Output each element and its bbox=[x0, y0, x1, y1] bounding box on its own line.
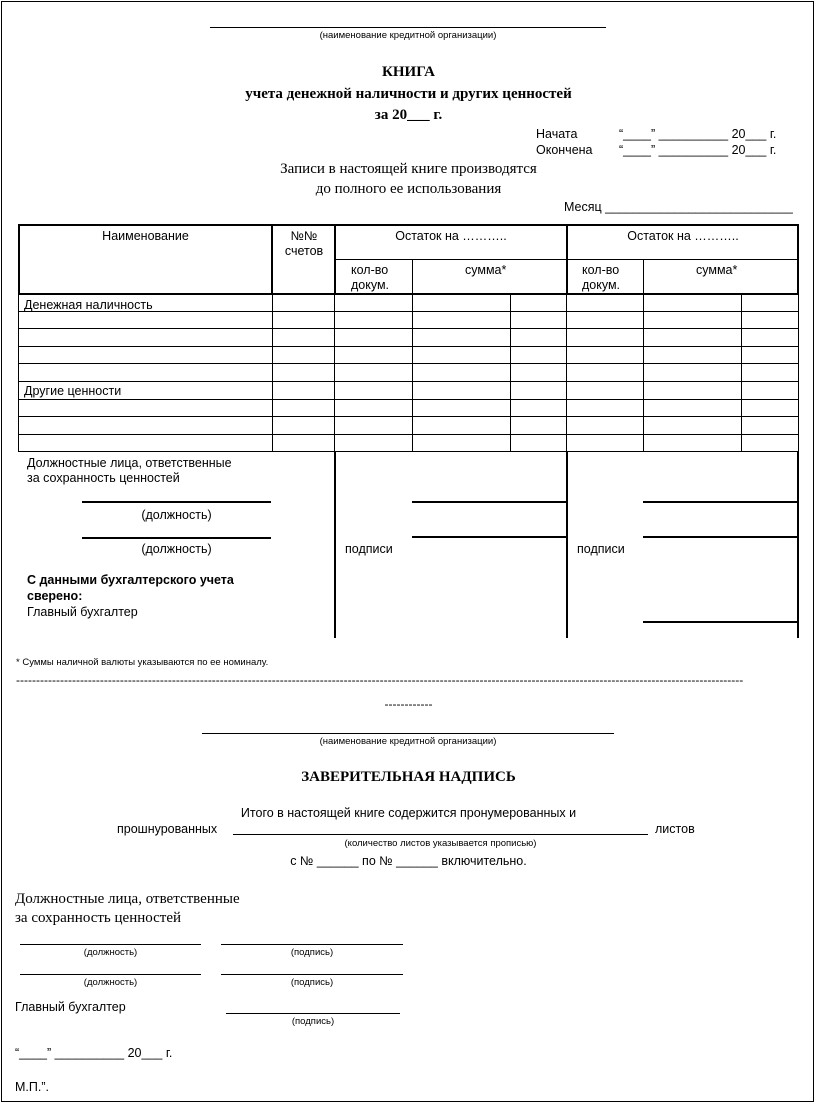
signatures-label-1: подписи bbox=[345, 542, 393, 556]
table-row bbox=[18, 399, 798, 400]
table-row bbox=[18, 416, 798, 417]
body-col-accounts bbox=[272, 293, 273, 452]
cut-line: -------------------------------------------------------------------------------------------------------------------------------------------------------------------------------------- bbox=[16, 673, 744, 687]
table-left-border-body bbox=[18, 293, 19, 452]
cert-chief-accountant: Главный бухгалтер bbox=[15, 1000, 126, 1014]
cert-position-caption-2: (должность) bbox=[83, 977, 138, 988]
body-col-sum2 bbox=[643, 293, 644, 452]
chief-accountant-label: Главный бухгалтер bbox=[27, 605, 138, 619]
col-sep-sum1 bbox=[412, 259, 413, 294]
note-line1: Записи в настоящей книге производятся bbox=[280, 161, 537, 177]
cert-date: “____” __________ 20___ г. bbox=[15, 1046, 173, 1060]
cert-position-line-2 bbox=[20, 974, 201, 975]
cert-signature-line-2 bbox=[221, 974, 403, 975]
org-name-caption: (наименование кредитной организации) bbox=[319, 30, 497, 41]
started-value: “____” __________ 20___ г. bbox=[619, 127, 777, 141]
laced-label: прошнурованных bbox=[117, 822, 218, 836]
cert-title: ЗАВЕРИТЕЛЬНАЯ НАДПИСЬ bbox=[301, 769, 516, 785]
table-row bbox=[18, 346, 798, 347]
position-line-1 bbox=[82, 501, 271, 503]
sig2-line-1 bbox=[643, 501, 798, 503]
note-line2: до полного ее использования bbox=[315, 181, 502, 197]
header-accounts: №№ счетов bbox=[284, 229, 324, 258]
table-row bbox=[18, 434, 798, 435]
org-name-caption-2: (наименование кредитной организации) bbox=[319, 736, 497, 747]
table-top-border bbox=[18, 224, 798, 226]
row-cash-label: Денежная наличность bbox=[24, 298, 153, 312]
table-row bbox=[18, 363, 798, 364]
book-title: КНИГА bbox=[382, 64, 435, 80]
sheets-count-line bbox=[233, 834, 648, 835]
month-field: Месяц ___________________________ bbox=[564, 200, 793, 214]
checked-line1: С данными бухгалтерского учета bbox=[27, 573, 234, 587]
body-col-sum1b bbox=[510, 293, 511, 452]
cert-signature-caption-1: (подпись) bbox=[290, 947, 334, 958]
sig-sep-3 bbox=[797, 451, 799, 638]
table-row bbox=[18, 381, 798, 382]
footnote: * Суммы наличной валюты указываются по ее номиналу. bbox=[16, 657, 269, 668]
sig2-line-3 bbox=[643, 621, 798, 623]
sig1-line-1 bbox=[412, 501, 566, 503]
stamp-place: М.П.”. bbox=[15, 1080, 49, 1094]
row-other-label: Другие ценности bbox=[24, 384, 122, 398]
cert-signature-caption-2: (подпись) bbox=[290, 977, 334, 988]
cert-responsible-line2: за сохранность ценностей bbox=[15, 910, 182, 926]
subheader-line bbox=[334, 259, 798, 260]
cert-position-line-1 bbox=[20, 944, 201, 945]
position-caption-2: (должность) bbox=[141, 542, 212, 556]
cert-total-line: Итого в настоящей книге содержится пронумерованных и bbox=[240, 806, 577, 820]
sig-sep-2 bbox=[566, 451, 568, 638]
header-qty1: кол-во докум. bbox=[351, 263, 390, 292]
ended-label: Окончена bbox=[536, 143, 593, 157]
checked-line2: сверено: bbox=[27, 589, 83, 603]
body-col-sum2b bbox=[741, 293, 742, 452]
header-bottom-border bbox=[18, 293, 798, 295]
sig2-line-2 bbox=[643, 536, 798, 538]
body-col-qty2 bbox=[566, 293, 567, 452]
cert-chief-signature-line bbox=[226, 1013, 400, 1014]
sheets-caption: (количество листов указывается прописью) bbox=[344, 838, 537, 849]
book-subtitle: учета денежной наличности и других ценностей bbox=[245, 86, 572, 102]
sheets-label: листов bbox=[655, 822, 695, 836]
responsible-line1: Должностные лица, ответственные bbox=[27, 456, 232, 470]
position-line-2 bbox=[82, 537, 271, 539]
body-col-qty1 bbox=[334, 293, 335, 452]
table-right-border-body bbox=[798, 293, 799, 452]
sig1-line-2 bbox=[412, 536, 566, 538]
cert-chief-signature-caption: (подпись) bbox=[291, 1016, 335, 1027]
header-balance1: Остаток на ……….. bbox=[395, 229, 507, 243]
cert-position-caption-1: (должность) bbox=[83, 947, 138, 958]
header-balance2: Остаток на ……….. bbox=[627, 229, 739, 243]
header-name: Наименование bbox=[102, 229, 189, 243]
header-qty2: кол-во докум. bbox=[582, 263, 621, 292]
cert-responsible-line1: Должностные лица, ответственные bbox=[15, 891, 240, 907]
org-name-line-2 bbox=[202, 733, 614, 734]
ended-value: “____” __________ 20___ г. bbox=[619, 143, 777, 157]
sig-sep-1 bbox=[334, 451, 336, 638]
header-sum2: сумма* bbox=[696, 263, 738, 277]
org-name-line bbox=[210, 27, 606, 28]
col-sep-sum2 bbox=[643, 259, 644, 294]
table-row bbox=[18, 451, 798, 452]
started-label: Начата bbox=[536, 127, 578, 141]
position-caption-1: (должность) bbox=[141, 508, 212, 522]
cert-signature-line-1 bbox=[221, 944, 403, 945]
col-sep-accounts bbox=[271, 224, 273, 294]
table-row bbox=[18, 328, 798, 329]
book-year: за 20___ г. bbox=[374, 107, 443, 123]
header-sum1: сумма* bbox=[465, 263, 507, 277]
cut-line-tail: ------------ bbox=[384, 697, 433, 711]
signatures-label-2: подписи bbox=[577, 542, 625, 556]
responsible-line2: за сохранность ценностей bbox=[27, 471, 180, 485]
range-line: с № ______ по № ______ включительно. bbox=[290, 854, 527, 868]
body-col-sum1 bbox=[412, 293, 413, 452]
